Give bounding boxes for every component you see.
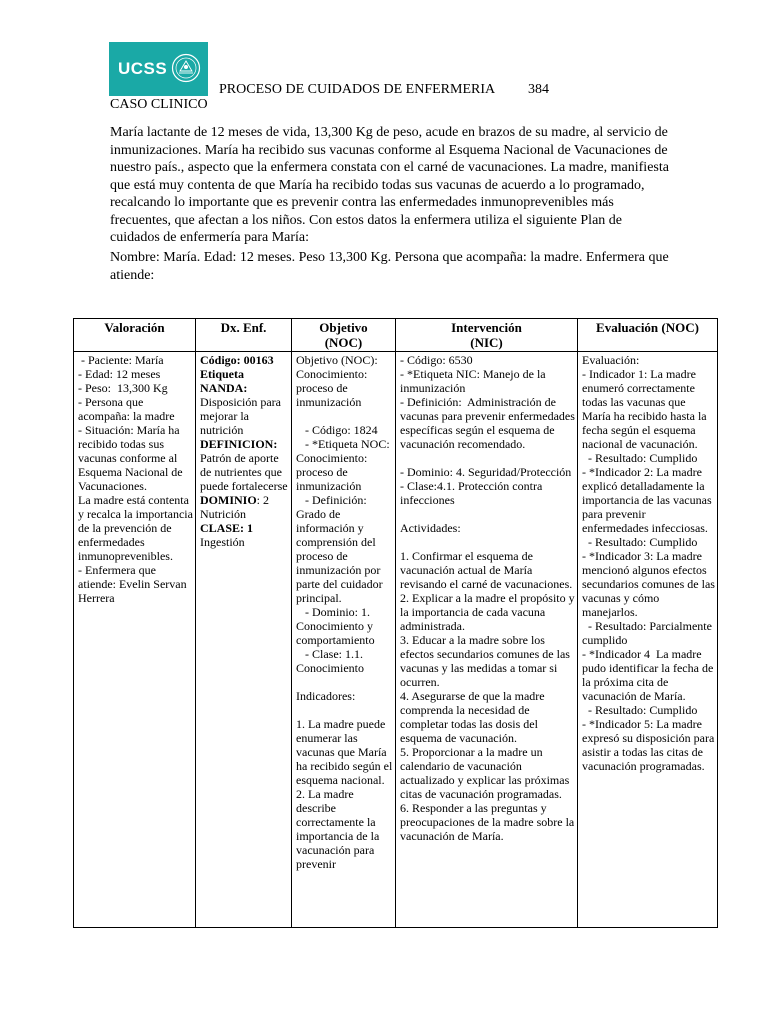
care-plan-table xyxy=(73,318,718,928)
dx-clase-value: Ingestión xyxy=(200,535,245,549)
cell-evaluacion xyxy=(578,352,718,928)
patient-data: Nombre: María. Edad: 12 meses. Peso 13,300 Kg. Persona que acompaña: la madre. Enfermera que atiende: xyxy=(110,250,669,283)
header-dx-enf: Dx. Enf. xyxy=(196,319,292,352)
case-title: CASO CLINICO xyxy=(110,97,208,112)
document-title: PROCESO DE CUIDADOS DE ENFERMERIA xyxy=(219,82,496,97)
dx-clase-label: CLASE: 1 xyxy=(200,521,254,535)
dx-definicion-label: DEFINICION: xyxy=(200,437,278,451)
dx-etiqueta-value: Disposición para mejorar la nutrición xyxy=(200,395,284,437)
intervencion-text: - Código: 6530 - *Etiqueta NIC: Manejo de la inmunización - Definición: Administración de vacunas para prevenir enfermedades específicas según el esquema de vacunación recomendado. - Dominio: 4. Seguridad/Protección - Clase:4.1. Protección contra infecciones Actividades: 1. Confirmar el esquema de vacunación actual de María revisando el carné de vacunaciones. 2. Explicar a la madre el propósito y la importancia de cada vacuna administrada. 3. Educar a la madre sobre los efectos secundarios comunes de las vacunas y las medidas a tomar si ocurren. 4. Asegurarse de que la madre comprenda la necesidad de completar todas las dosis del esquema de vacunación. 5. Proporcionar a la madre un calendario de vacunación actualizado y explicar las próximas citas de vacunación programadas. 6. Responder a las preguntas y preocupaciones de la madre sobre la vacunación de María. xyxy=(400,353,575,843)
university-seal-icon xyxy=(171,53,201,83)
cell-valoracion xyxy=(74,352,196,928)
header-intervencion-text: Intervención (NIC) xyxy=(451,320,522,350)
header-objetivo xyxy=(292,319,396,352)
header-intervencion xyxy=(396,319,578,352)
evaluacion-text: Evaluación: - Indicador 1: La madre enumeró correctamente todas las vacunas que María ha recibido hasta la fecha según el esquema nacional de vacunación. - Resultado: Cumplido - *Indicador 2: La madre explicó detalladamente la importancia de las vacunas para prevenir enfermedades infecciosas. - Resultado: Cumplido - *Indicador 3: La madre mencionó algunos efectos secundarios comunes de las vacunas y cómo manejarlos. - Resultado: Parcialmente cumplido - *Indicador 4 La madre pudo identificar la fecha de la próxima cita de vacunación de María. - Resultado: Cumplido - *Indicador 5: La madre expresó su disposición para asistir a todas las citas de vacunación programadas. xyxy=(582,353,715,773)
cell-intervencion xyxy=(396,352,578,928)
dx-codigo: Código: 00163 xyxy=(200,353,274,367)
dx-definicion-value: Patrón de aporte de nutrientes que puede fortalecerse xyxy=(200,451,288,493)
valoracion-text: - Paciente: María - Edad: 12 meses - Peso: 13,300 Kg - Persona que acompaña: la madre - Situación: María ha recibido todas sus vacunas conforme al Esquema Nacional de Vacunaciones. La madre está contenta y recalca la importancia de la prevención de enfermedades inmunoprevenibles. - Enfermera que atiende: Evelin Servan Herrera xyxy=(78,353,193,605)
cell-dx-enf xyxy=(196,352,292,928)
header-evaluacion: Evaluación (NOC) xyxy=(578,319,718,352)
header-valoracion: Valoración xyxy=(74,319,196,352)
logo-text: UCSS xyxy=(118,59,168,78)
table-row xyxy=(74,352,718,928)
dx-etiqueta-label: Etiqueta NANDA: xyxy=(200,367,248,395)
objetivo-text: Objetivo (NOC): Conocimiento: proceso de inmunización - Código: 1824 - *Etiqueta NOC: Conocimiento: proceso de inmunización - Definición: Grado de información y comprensión del proceso de inmunización por parte del cuidador principal. - Dominio: 1. Conocimiento y comportamiento - Clase: 1.1. Conocimiento Indicadores: 1. La madre puede enumerar las vacunas que María ha recibido según el esquema nacional. 2. La madre describe correctamente la importancia de la vacunación para prevenir xyxy=(296,353,393,871)
case-description: María lactante de 12 meses de vida, 13,300 Kg de peso, acude en brazos de su madre, al servicio de inmunizaciones. María ha recibido sus vacunas conforme al Esquema Nacional de Vacunaciones de nuestro país., aspecto que la enfermera constata con el carné de vacunaciones. La madre, manifiesta que está muy contenta de que María ha recibido todas sus vacunas de acuerdo a lo programado, recalcando lo importante que es prevenir contra las enfermedades inmunoprevenibles más frecuentes, que afectan a los niños. Con estos datos la enfermera utiliza el siguiente Plan de cuidados de enfermería para María: xyxy=(110,125,669,245)
dx-dominio-value: : 2 Nutrición xyxy=(200,493,273,521)
cell-objetivo xyxy=(292,352,396,928)
document-number: 384 xyxy=(528,82,549,97)
header-objetivo-text: Objetivo (NOC) xyxy=(319,320,368,350)
dx-dominio-label: DOMINIO xyxy=(200,493,257,507)
ucss-logo xyxy=(109,42,208,96)
table-header-row xyxy=(74,319,718,352)
